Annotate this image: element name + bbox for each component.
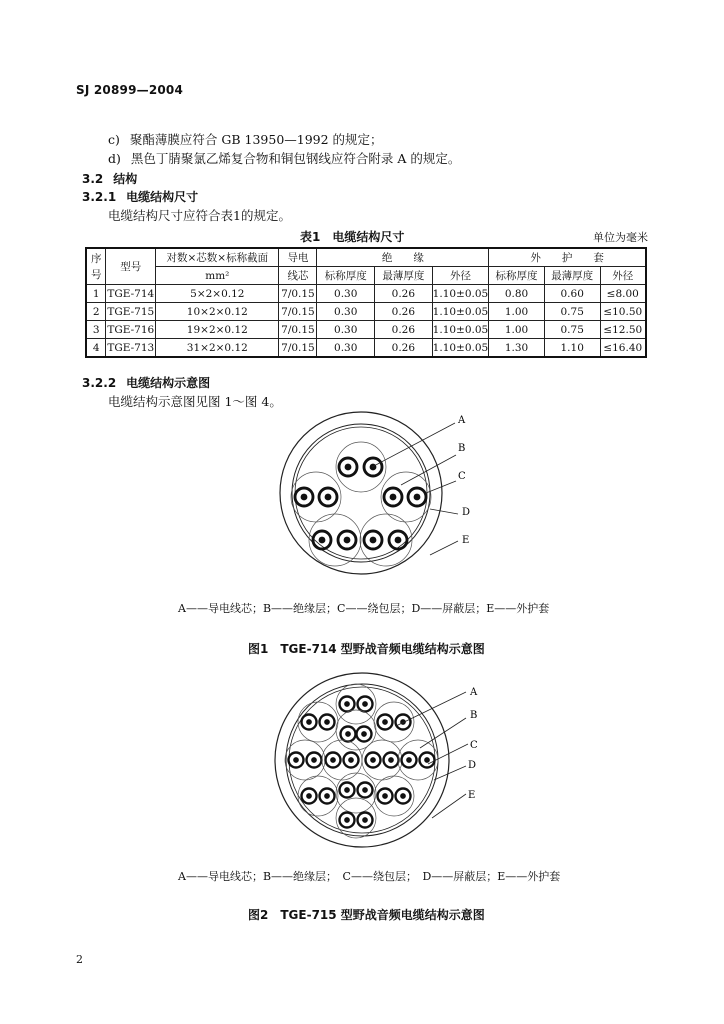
- pair-binder: [322, 740, 362, 780]
- conductor-core: [382, 719, 388, 725]
- conductor-core: [301, 494, 308, 501]
- pair-binder: [336, 798, 376, 838]
- label-c: C: [470, 740, 478, 751]
- paragraph: 电缆结构尺寸应符合表1的规定。: [108, 208, 291, 223]
- conductor-core: [390, 494, 397, 501]
- cell-sh-min: 1.10: [544, 339, 600, 358]
- head-spec: 对数×芯数×标称截面: [156, 248, 279, 267]
- cell-ins-od: 1.10±0.05: [432, 303, 489, 321]
- cell-sh-min: 0.60: [544, 285, 600, 303]
- conductor-core: [370, 537, 377, 544]
- cell-sh-min: 0.75: [544, 321, 600, 339]
- conductor-core: [362, 701, 368, 707]
- cell-no: 4: [86, 339, 106, 358]
- label-c: C: [458, 471, 466, 482]
- table-row: [86, 321, 646, 339]
- conductor-core: [344, 701, 350, 707]
- conductor-core: [395, 537, 402, 544]
- pair-binder: [298, 702, 338, 742]
- conductor-core: [362, 787, 368, 793]
- subsection-number: 3.2.2: [82, 376, 117, 390]
- conductor-core: [382, 793, 388, 799]
- list-item-d: [108, 149, 460, 167]
- label-e: E: [468, 790, 476, 801]
- conductor-core: [370, 464, 377, 471]
- cell-spec: 19×2×0.12: [156, 321, 279, 339]
- conductor-core: [406, 757, 412, 763]
- head-seq: 序号: [86, 248, 106, 285]
- cell-cond: 7/0.15: [279, 321, 317, 339]
- conductor-core: [324, 719, 330, 725]
- cable-spec-table: [85, 247, 647, 358]
- cell-model: TGE-715: [106, 303, 156, 321]
- subsection-number: 3.2.1: [82, 190, 117, 204]
- cell-cond: 7/0.15: [279, 285, 317, 303]
- head-model: 型号: [106, 248, 156, 285]
- subsection-heading-1: [82, 188, 198, 205]
- conductor-core: [414, 494, 421, 501]
- head-ins-nominal: 标称厚度: [317, 267, 375, 285]
- head-sheath: 外 护 套: [489, 248, 646, 267]
- pair-binder: [381, 472, 431, 522]
- cell-sh-od: ≤10.50: [600, 303, 646, 321]
- head-ins-min: 最薄厚度: [375, 267, 433, 285]
- page-number: 2: [76, 953, 83, 966]
- cell-ins-od: 1.10±0.05: [432, 339, 489, 358]
- cell-ins-min: 0.26: [375, 321, 433, 339]
- section-title: 结构: [113, 172, 138, 186]
- cell-ins-min: 0.26: [375, 285, 433, 303]
- conductor-core: [344, 537, 351, 544]
- subsection-heading-2: [82, 374, 210, 391]
- conductor-core: [345, 731, 351, 737]
- head-ins-od: 外径: [432, 267, 489, 285]
- head-cond-2: 线芯: [279, 267, 317, 285]
- conductor-core: [293, 757, 299, 763]
- section-number: 3.2: [82, 172, 104, 186]
- conductor-core: [361, 731, 367, 737]
- cell-no: 3: [86, 321, 106, 339]
- conductor-core: [348, 757, 354, 763]
- cell-sh-nom: 0.80: [489, 285, 545, 303]
- figure-2-caption: 图2 TGE-715 型野战音频电缆结构示意图: [248, 908, 485, 922]
- conductor-core: [319, 537, 326, 544]
- cell-model: TGE-716: [106, 321, 156, 339]
- cell-sh-nom: 1.00: [489, 303, 545, 321]
- table-row: [86, 303, 646, 321]
- label-d: D: [462, 507, 471, 518]
- pair-binder: [362, 740, 402, 780]
- cell-ins-min: 0.26: [375, 303, 433, 321]
- pair-binder: [298, 776, 338, 816]
- cell-spec: 10×2×0.12: [156, 303, 279, 321]
- conductor-core: [306, 793, 312, 799]
- conductor-core: [370, 757, 376, 763]
- section-heading: [82, 170, 137, 187]
- cell-sh-od: ≤16.40: [600, 339, 646, 358]
- head-spec-unit: mm²: [156, 267, 279, 285]
- standard-number: SJ 20899—2004: [76, 83, 184, 97]
- conductor-core: [344, 787, 350, 793]
- cell-sh-nom: 1.30: [489, 339, 545, 358]
- pair-binder: [336, 684, 376, 724]
- table-unit: 单位为毫米: [593, 231, 648, 244]
- pair-binder: [336, 442, 386, 492]
- paragraph: 电缆结构示意图见图 1～图 4。: [108, 394, 282, 409]
- pair-binder: [291, 472, 341, 522]
- conductor-core: [424, 757, 430, 763]
- label-a: A: [458, 415, 466, 426]
- cell-ins-nom: 0.30: [317, 339, 375, 358]
- cell-ins-nom: 0.30: [317, 285, 375, 303]
- conductor-core: [324, 793, 330, 799]
- head-cond: 导电: [279, 248, 317, 267]
- pair-binder: [336, 773, 376, 813]
- figure-1-legend: A——导电线芯；B——绝缘层；C——绕包层；D——屏蔽层；E——外护套: [178, 602, 550, 615]
- conductor-core: [344, 817, 350, 823]
- conductor-core: [325, 494, 332, 501]
- figure-2-diagram: [260, 668, 500, 848]
- label-e: E: [462, 535, 470, 546]
- cell-model: TGE-713: [106, 339, 156, 358]
- cell-sh-min: 0.75: [544, 303, 600, 321]
- conductor-core: [400, 793, 406, 799]
- list-marker: c): [108, 132, 120, 147]
- cell-no: 1: [86, 285, 106, 303]
- cell-spec: 31×2×0.12: [156, 339, 279, 358]
- conductor-core: [345, 464, 352, 471]
- list-marker: d): [108, 151, 121, 166]
- pair-binder: [374, 776, 414, 816]
- subsection-title: 电缆结构尺寸: [126, 190, 199, 204]
- label-a: A: [470, 687, 478, 698]
- list-item-c: [108, 130, 383, 148]
- cell-ins-nom: 0.30: [317, 303, 375, 321]
- cell-no: 2: [86, 303, 106, 321]
- list-text: 聚酯薄膜应符合 GB 13950—1992 的规定；: [129, 132, 383, 147]
- conductor-core: [330, 757, 336, 763]
- pair-binder: [309, 514, 361, 566]
- list-text: 黑色丁腈聚氯乙烯复合物和铜包钢线应符合附录 A 的规定。: [130, 151, 461, 166]
- table-row: [86, 339, 646, 358]
- pair-binder: [285, 740, 325, 780]
- cell-ins-min: 0.26: [375, 339, 433, 358]
- label-b: B: [458, 443, 466, 454]
- head-sh-min: 最薄厚度: [544, 267, 600, 285]
- cell-model: TGE-714: [106, 285, 156, 303]
- conductor-core: [306, 719, 312, 725]
- head-insulation: 绝 缘: [317, 248, 489, 267]
- sheath-outline: [280, 412, 442, 574]
- cell-cond: 7/0.15: [279, 339, 317, 358]
- table-row: [86, 285, 646, 303]
- cell-ins-nom: 0.30: [317, 321, 375, 339]
- label-d: D: [468, 760, 477, 771]
- pair-binder: [360, 514, 412, 566]
- head-sh-nominal: 标称厚度: [489, 267, 545, 285]
- pair-binder: [398, 740, 438, 780]
- label-b: B: [470, 710, 478, 721]
- pair-binder: [374, 702, 414, 742]
- cell-sh-od: ≤8.00: [600, 285, 646, 303]
- figure-1-caption: 图1 TGE-714 型野战音频电缆结构示意图: [248, 642, 485, 656]
- cell-sh-nom: 1.00: [489, 321, 545, 339]
- figure-1-diagram: [260, 405, 500, 575]
- figure-1-pairs: [291, 442, 431, 566]
- cell-ins-od: 1.10±0.05: [432, 285, 489, 303]
- conductor-core: [311, 757, 317, 763]
- table-title: 表1 电缆结构尺寸: [300, 230, 405, 244]
- subsection-title: 电缆结构示意图: [126, 376, 211, 390]
- cell-cond: 7/0.15: [279, 303, 317, 321]
- figure-2-legend: A——导电线芯；B——绝缘层； C——绕包层； D——屏蔽层；E——外护套: [178, 870, 561, 883]
- conductor-core: [388, 757, 394, 763]
- cell-spec: 5×2×0.12: [156, 285, 279, 303]
- cell-sh-od: ≤12.50: [600, 321, 646, 339]
- head-sh-od: 外径: [600, 267, 646, 285]
- conductor-core: [362, 817, 368, 823]
- cell-ins-od: 1.10±0.05: [432, 321, 489, 339]
